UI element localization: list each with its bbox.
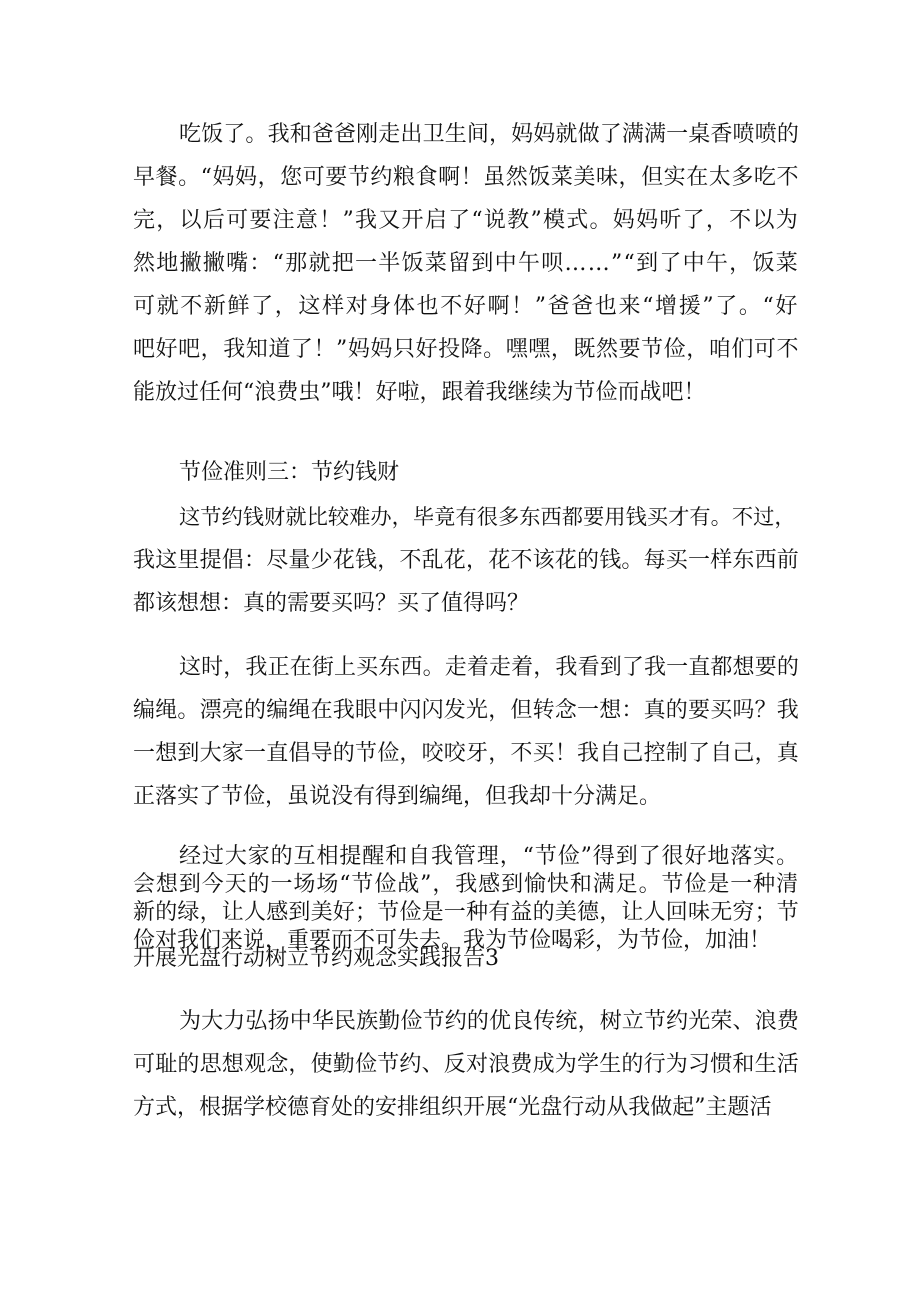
text-line: 然地撇撇嘴：“那就把一半饭菜留到中午呗……”“到了中午，饭菜 <box>133 251 799 276</box>
text-line: 可就不新鲜了，这样对身体也不好啊！”爸爸也来“增援”了。“好 <box>133 294 799 319</box>
text-line: 早餐。“妈妈，您可要节约粮食啊！虽然饭菜美味，但实在太多吃不 <box>133 165 799 190</box>
section-title: 开展光盘行动树立节约观念实践报告3 <box>133 946 499 971</box>
paragraph-street-shopping <box>133 646 799 818</box>
text-line: 正落实了节俭，虽说没有得到编绳，但我却十分满足。 <box>133 784 662 809</box>
text-line: 我这里提倡：尽量少花钱，不乱花，花不该花的钱。每买一样东西前 <box>133 548 799 573</box>
paragraph-rule-three-heading <box>133 451 799 494</box>
text-line: 吃饭了。我和爸爸刚走出卫生间，妈妈就做了满满一桌香喷喷的 <box>179 122 799 147</box>
text-line: 新的绿，让人感到美好；节俭是一种有益的美德，让人回味无穷；节 <box>133 900 799 925</box>
paragraph-conclusion <box>133 843 799 955</box>
text-line: 可耻的思想观念，使勤俭节约、反对浪费成为学生的行为习惯和生活 <box>133 1052 799 1077</box>
text-line: 都该想想：真的需要买吗？买了值得吗？ <box>133 591 530 616</box>
text-line: 这节约钱财就比较难办，毕竟有很多东西都要用钱买才有。不过， <box>179 505 796 530</box>
paragraph-save-money <box>133 496 799 625</box>
text-line: 为大力弘扬中华民族勤俭节约的优良传统，树立节约光荣、浪费 <box>179 1009 799 1034</box>
text-line: 俭对我们来说，重要而不可失去。我为节俭喝彩，为节俭，加油！ <box>133 928 772 953</box>
text-line: 这时，我正在街上买东西。走着走着，我看到了我一直都想要的 <box>179 655 799 680</box>
text-line: 一想到大家一直倡导的节俭，咬咬牙，不买！我自己控制了自己，真 <box>133 741 799 766</box>
text-line: 能放过任何“浪费虫”哦！好啦，跟着我继续为节俭而战吧！ <box>133 380 706 405</box>
text-line: 完，以后可要注意！”我又开启了“说教”模式。妈妈听了，不以为 <box>133 208 799 233</box>
paragraph-report-intro <box>133 1000 799 1129</box>
text-line: 编绳。漂亮的编绳在我眼中闪闪发光，但转念一想：真的要买吗？我 <box>133 698 799 723</box>
text-line: 方式，根据学校德育处的安排组织开展“光盘行动从我做起”主题活 <box>133 1095 772 1120</box>
paragraph-breakfast <box>133 113 799 414</box>
text-line: 会想到今天的一场场“节俭战”，我感到愉快和满足。节俭是一种清 <box>133 872 799 897</box>
text-line: 节俭准则三：节约钱财 <box>179 460 400 485</box>
text-line: 经过大家的互相提醒和自我管理，“节俭”得到了很好地落实。 <box>179 844 799 869</box>
text-line: 吧好吧，我知道了！”妈妈只好投降。嘿嘿，既然要节俭，咱们可不 <box>133 337 799 362</box>
